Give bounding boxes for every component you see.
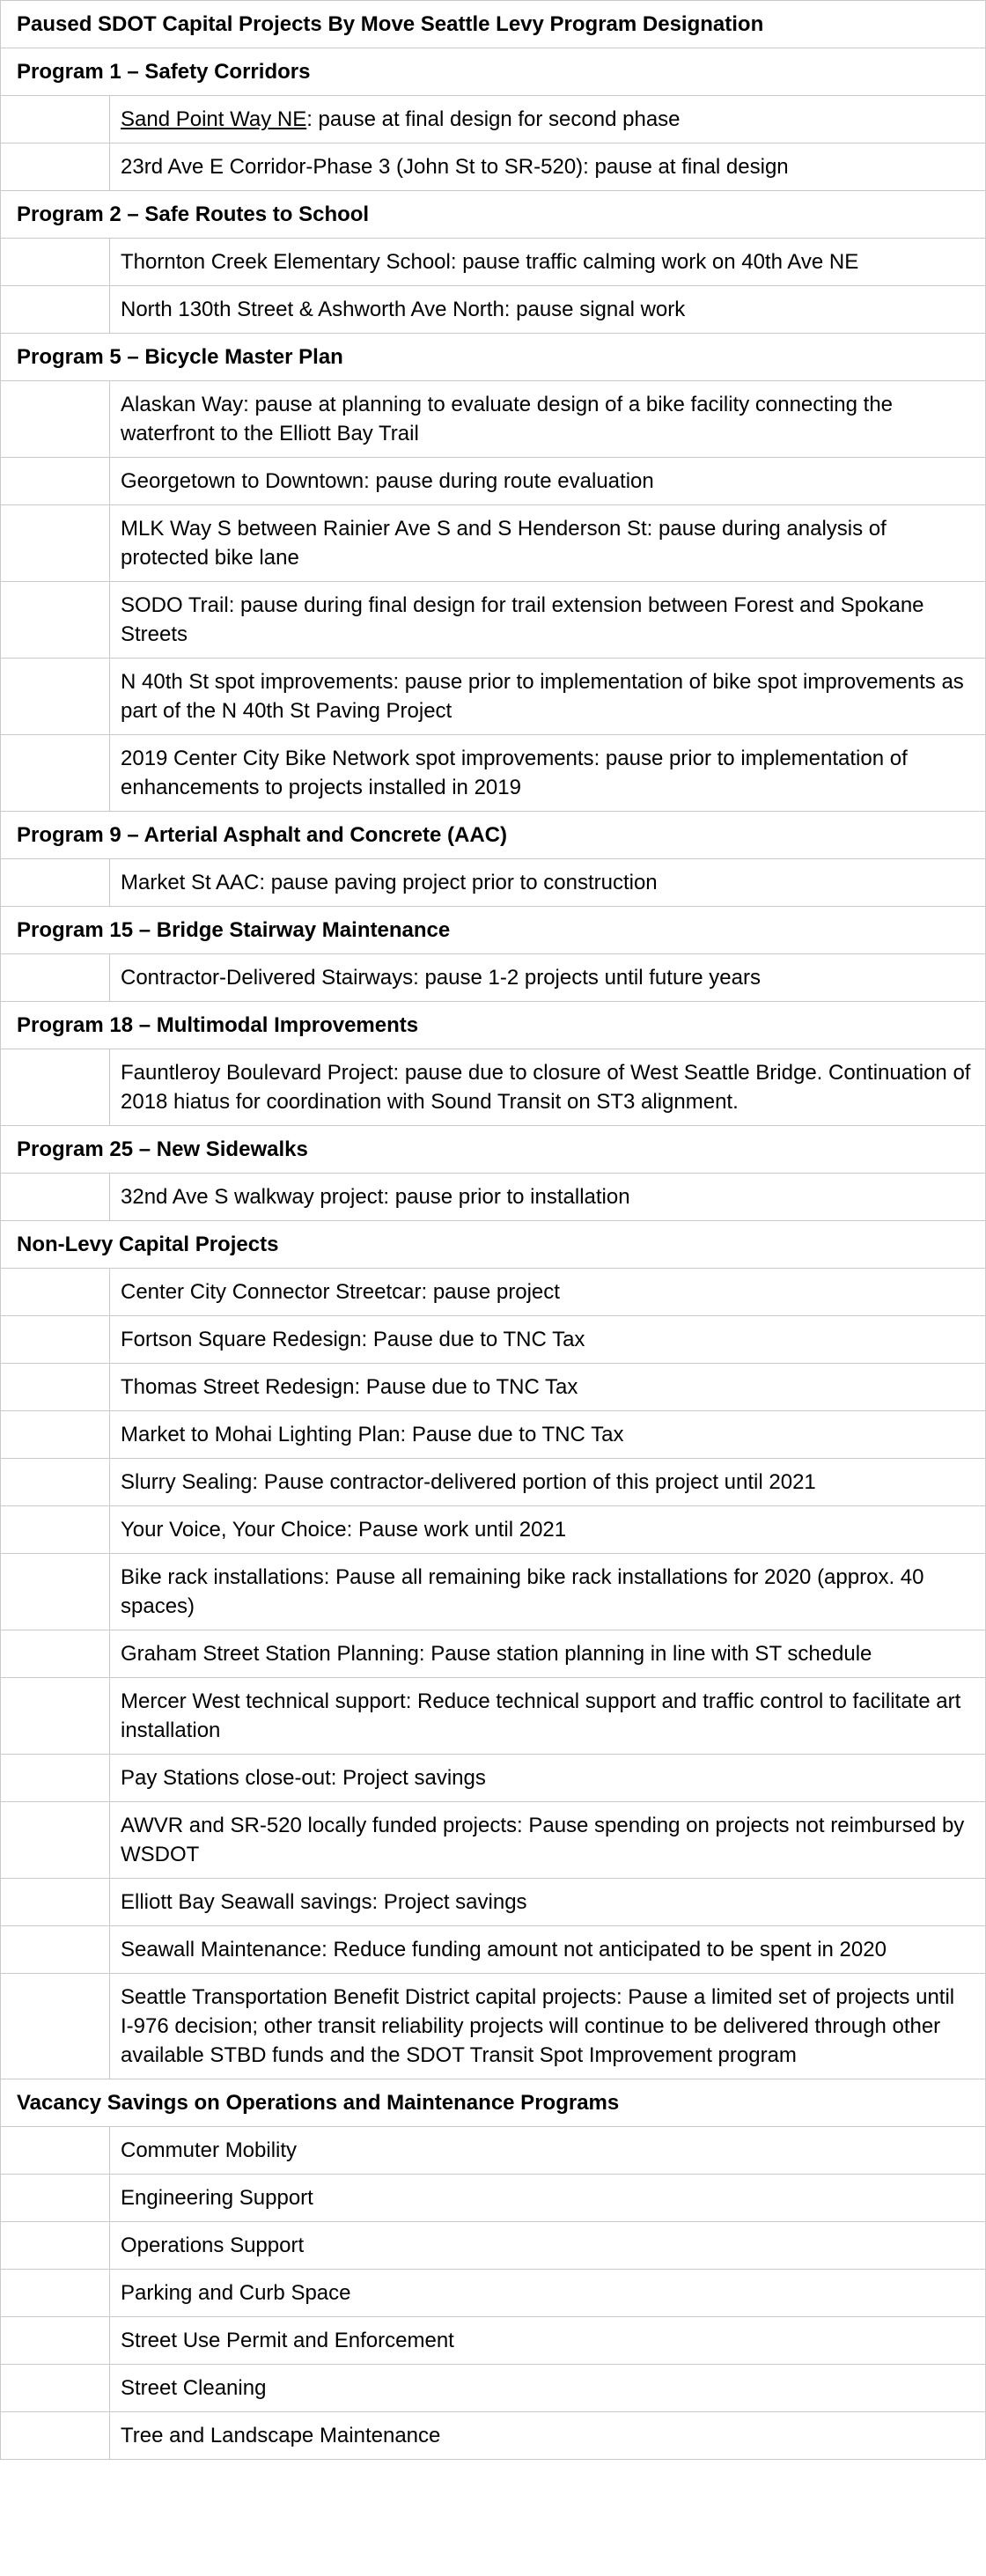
indent-cell bbox=[1, 458, 110, 505]
project-row bbox=[1, 859, 986, 907]
project-row bbox=[1, 1974, 986, 2079]
indent-cell bbox=[1, 505, 110, 582]
project-cell bbox=[110, 144, 986, 191]
project-row bbox=[1, 2222, 986, 2270]
project-detail: : Reduce technical support and traffic control to facilitate art installation bbox=[121, 1689, 961, 1742]
project-detail: : pause at final design for second phase bbox=[306, 107, 681, 131]
project-row bbox=[1, 1630, 986, 1678]
project-detail: : pause at final design bbox=[583, 155, 789, 179]
section-header-row bbox=[1, 907, 986, 954]
project-detail: : Project savings bbox=[372, 1890, 527, 1914]
project-detail: : pause 1-2 projects until future years bbox=[413, 966, 761, 990]
table-body bbox=[1, 1, 986, 2460]
project-row bbox=[1, 735, 986, 812]
project-detail: : Pause due to TNC Tax bbox=[354, 1375, 578, 1399]
project-name: 32nd Ave S walkway project bbox=[121, 1185, 384, 1209]
indent-cell bbox=[1, 1364, 110, 1411]
indent-cell bbox=[1, 1554, 110, 1630]
project-name: Street Use Permit and Enforcement bbox=[121, 2329, 454, 2352]
project-name: Tree and Landscape Maintenance bbox=[121, 2424, 441, 2447]
project-cell bbox=[110, 1879, 986, 1926]
indent-cell bbox=[1, 1459, 110, 1506]
indent-cell bbox=[1, 2127, 110, 2175]
project-detail: : Pause contractor-delivered portion of this project until 2021 bbox=[252, 1470, 816, 1494]
indent-cell bbox=[1, 1411, 110, 1459]
project-row bbox=[1, 1269, 986, 1316]
indent-cell bbox=[1, 96, 110, 144]
project-detail: : pause during analysis of protected bike lane bbox=[121, 517, 887, 570]
project-name: Fauntleroy Boulevard Project bbox=[121, 1061, 394, 1085]
project-cell bbox=[110, 1802, 986, 1879]
project-cell bbox=[110, 859, 986, 907]
indent-cell bbox=[1, 1630, 110, 1678]
project-detail: : pause prior to implementation of enhancements to projects installed in 2019 bbox=[121, 747, 908, 799]
project-row bbox=[1, 1459, 986, 1506]
project-cell bbox=[110, 1411, 986, 1459]
project-name: Your Voice, Your Choice bbox=[121, 1518, 347, 1542]
section-header: Program 9 – Arterial Asphalt and Concrete (AAC) bbox=[1, 812, 986, 859]
indent-cell bbox=[1, 1316, 110, 1364]
section-header: Program 25 – New Sidewalks bbox=[1, 1126, 986, 1174]
section-header-row bbox=[1, 812, 986, 859]
section-header: Program 1 – Safety Corridors bbox=[1, 48, 986, 96]
section-header: Vacancy Savings on Operations and Maintenance Programs bbox=[1, 2079, 986, 2127]
project-row bbox=[1, 1364, 986, 1411]
project-name: AWVR and SR-520 locally funded projects bbox=[121, 1814, 517, 1837]
project-cell bbox=[110, 2127, 986, 2175]
project-name: Sand Point Way NE bbox=[121, 107, 307, 131]
section-header: Program 2 – Safe Routes to School bbox=[1, 191, 986, 239]
project-row bbox=[1, 239, 986, 286]
project-name: Alaskan Way bbox=[121, 393, 244, 416]
project-name: Slurry Sealing bbox=[121, 1470, 253, 1494]
indent-cell bbox=[1, 1269, 110, 1316]
project-detail: : Reduce funding amount not anticipated to be spent in 2020 bbox=[321, 1938, 887, 1961]
project-detail: : Pause due to TNC Tax bbox=[400, 1423, 624, 1446]
indent-cell bbox=[1, 659, 110, 735]
project-row bbox=[1, 1411, 986, 1459]
project-cell bbox=[110, 1269, 986, 1316]
project-name: Market to Mohai Lighting Plan bbox=[121, 1423, 401, 1446]
indent-cell bbox=[1, 859, 110, 907]
indent-cell bbox=[1, 1926, 110, 1974]
project-name: Elliott Bay Seawall savings bbox=[121, 1890, 372, 1914]
project-name: Seattle Transportation Benefit District capital projects bbox=[121, 1985, 616, 2009]
project-row bbox=[1, 659, 986, 735]
project-cell bbox=[110, 1974, 986, 2079]
project-row bbox=[1, 1506, 986, 1554]
project-cell bbox=[110, 2222, 986, 2270]
table-title: Paused SDOT Capital Projects By Move Seattle Levy Program Designation bbox=[1, 1, 986, 48]
project-row bbox=[1, 954, 986, 1002]
indent-cell bbox=[1, 1174, 110, 1221]
title-row bbox=[1, 1, 986, 48]
project-name: Center City Connector Streetcar bbox=[121, 1280, 422, 1304]
project-name: Commuter Mobility bbox=[121, 2138, 298, 2162]
project-detail: : pause prior to installation bbox=[383, 1185, 630, 1209]
project-row bbox=[1, 1755, 986, 1802]
project-cell bbox=[110, 1174, 986, 1221]
section-header-row bbox=[1, 191, 986, 239]
project-name: Graham Street Station Planning bbox=[121, 1642, 419, 1666]
project-row bbox=[1, 2365, 986, 2412]
project-detail: : pause prior to implementation of bike spot improvements as part of the N 40th St Paving Project bbox=[121, 670, 964, 723]
project-cell bbox=[110, 2365, 986, 2412]
project-cell bbox=[110, 458, 986, 505]
project-cell bbox=[110, 735, 986, 812]
project-row bbox=[1, 2317, 986, 2365]
project-cell bbox=[110, 1630, 986, 1678]
section-header-row bbox=[1, 2079, 986, 2127]
project-row bbox=[1, 505, 986, 582]
indent-cell bbox=[1, 2222, 110, 2270]
project-detail: : pause due to closure of West Seattle Bridge. Continuation of 2018 hiatus for coordination with Sound Transit on ST3 alignment. bbox=[121, 1061, 971, 1114]
project-cell bbox=[110, 381, 986, 458]
project-cell bbox=[110, 1926, 986, 1974]
indent-cell bbox=[1, 1755, 110, 1802]
project-row bbox=[1, 96, 986, 144]
project-cell bbox=[110, 659, 986, 735]
project-cell bbox=[110, 96, 986, 144]
project-cell bbox=[110, 1459, 986, 1506]
project-name: Parking and Curb Space bbox=[121, 2281, 351, 2305]
project-detail: : pause paving project prior to construction bbox=[259, 871, 658, 894]
project-name: Georgetown to Downtown bbox=[121, 469, 364, 493]
section-header-row bbox=[1, 48, 986, 96]
project-detail: : pause traffic calming work on 40th Ave NE bbox=[450, 250, 859, 274]
project-name: MLK Way S between Rainier Ave S and S Henderson St bbox=[121, 517, 647, 541]
project-name: Bike rack installations bbox=[121, 1565, 324, 1589]
project-cell bbox=[110, 2412, 986, 2460]
project-cell bbox=[110, 1506, 986, 1554]
indent-cell bbox=[1, 582, 110, 659]
project-name: Market St AAC bbox=[121, 871, 260, 894]
project-detail: : pause during route evaluation bbox=[364, 469, 654, 493]
indent-cell bbox=[1, 954, 110, 1002]
project-name: Street Cleaning bbox=[121, 2376, 267, 2400]
project-cell bbox=[110, 2270, 986, 2317]
project-cell bbox=[110, 954, 986, 1002]
project-detail: : Project savings bbox=[330, 1766, 486, 1790]
project-name: 2019 Center City Bike Network spot improvements bbox=[121, 747, 594, 770]
project-name: Contractor-Delivered Stairways bbox=[121, 966, 414, 990]
section-header-row bbox=[1, 334, 986, 381]
project-row bbox=[1, 2127, 986, 2175]
project-cell bbox=[110, 2317, 986, 2365]
project-detail: : pause signal work bbox=[504, 298, 686, 321]
project-name: Fortson Square Redesign bbox=[121, 1328, 362, 1351]
project-row bbox=[1, 2412, 986, 2460]
project-row bbox=[1, 381, 986, 458]
indent-cell bbox=[1, 2175, 110, 2222]
project-detail: : pause at planning to evaluate design of a bike facility connecting the waterfront to the Elliott Bay Trail bbox=[121, 393, 894, 445]
project-detail: : pause project bbox=[421, 1280, 560, 1304]
project-name: North 130th Street & Ashworth Ave North bbox=[121, 298, 504, 321]
project-row bbox=[1, 1802, 986, 1879]
indent-cell bbox=[1, 2317, 110, 2365]
indent-cell bbox=[1, 1879, 110, 1926]
project-row bbox=[1, 1926, 986, 1974]
project-name: Pay Stations close-out bbox=[121, 1766, 331, 1790]
project-row bbox=[1, 582, 986, 659]
project-detail: : Pause work until 2021 bbox=[346, 1518, 567, 1542]
project-name: N 40th St spot improvements bbox=[121, 670, 394, 694]
section-header: Program 18 – Multimodal Improvements bbox=[1, 1002, 986, 1049]
indent-cell bbox=[1, 144, 110, 191]
indent-cell bbox=[1, 1049, 110, 1126]
project-detail: : Pause station planning in line with ST schedule bbox=[418, 1642, 872, 1666]
project-name: Thornton Creek Elementary School bbox=[121, 250, 451, 274]
indent-cell bbox=[1, 239, 110, 286]
project-row bbox=[1, 286, 986, 334]
project-row bbox=[1, 1554, 986, 1630]
indent-cell bbox=[1, 1974, 110, 2079]
project-row bbox=[1, 1049, 986, 1126]
section-header-row bbox=[1, 1002, 986, 1049]
project-detail: : Pause a limited set of projects until I-976 decision; other transit reliability projects will continue to be delivered through other available STBD funds and the SDOT Transit Spot Improvement program bbox=[121, 1985, 955, 2067]
project-name: Seawall Maintenance bbox=[121, 1938, 322, 1961]
indent-cell bbox=[1, 2365, 110, 2412]
project-row bbox=[1, 1174, 986, 1221]
project-row bbox=[1, 1316, 986, 1364]
project-row bbox=[1, 144, 986, 191]
project-row bbox=[1, 2270, 986, 2317]
indent-cell bbox=[1, 2270, 110, 2317]
section-header: Program 5 – Bicycle Master Plan bbox=[1, 334, 986, 381]
project-cell bbox=[110, 2175, 986, 2222]
project-name: Thomas Street Redesign bbox=[121, 1375, 355, 1399]
project-name: Mercer West technical support bbox=[121, 1689, 406, 1713]
project-row bbox=[1, 458, 986, 505]
project-detail: : Pause due to TNC Tax bbox=[361, 1328, 585, 1351]
project-row bbox=[1, 1678, 986, 1755]
project-row bbox=[1, 2175, 986, 2222]
project-row bbox=[1, 1879, 986, 1926]
section-header: Program 15 – Bridge Stairway Maintenance bbox=[1, 907, 986, 954]
project-cell bbox=[110, 1049, 986, 1126]
project-name: Operations Support bbox=[121, 2234, 305, 2257]
indent-cell bbox=[1, 1802, 110, 1879]
project-cell bbox=[110, 1316, 986, 1364]
indent-cell bbox=[1, 286, 110, 334]
project-name: SODO Trail bbox=[121, 593, 229, 617]
project-detail: : Pause spending on projects not reimbursed by WSDOT bbox=[121, 1814, 965, 1866]
indent-cell bbox=[1, 1506, 110, 1554]
project-cell bbox=[110, 1678, 986, 1755]
project-cell bbox=[110, 505, 986, 582]
project-cell bbox=[110, 1554, 986, 1630]
indent-cell bbox=[1, 1678, 110, 1755]
indent-cell bbox=[1, 2412, 110, 2460]
indent-cell bbox=[1, 735, 110, 812]
project-cell bbox=[110, 1755, 986, 1802]
project-detail: : Pause all remaining bike rack installations for 2020 (approx. 40 spaces) bbox=[121, 1565, 924, 1618]
section-header-row bbox=[1, 1221, 986, 1269]
project-cell bbox=[110, 286, 986, 334]
project-name: 23rd Ave E Corridor-Phase 3 (John St to SR-520) bbox=[121, 155, 584, 179]
section-header: Non-Levy Capital Projects bbox=[1, 1221, 986, 1269]
project-cell bbox=[110, 582, 986, 659]
project-detail: : pause during final design for trail extension between Forest and Spokane Streets bbox=[121, 593, 924, 646]
section-header-row bbox=[1, 1126, 986, 1174]
project-cell bbox=[110, 1364, 986, 1411]
project-cell bbox=[110, 239, 986, 286]
project-name: Engineering Support bbox=[121, 2186, 313, 2210]
indent-cell bbox=[1, 381, 110, 458]
